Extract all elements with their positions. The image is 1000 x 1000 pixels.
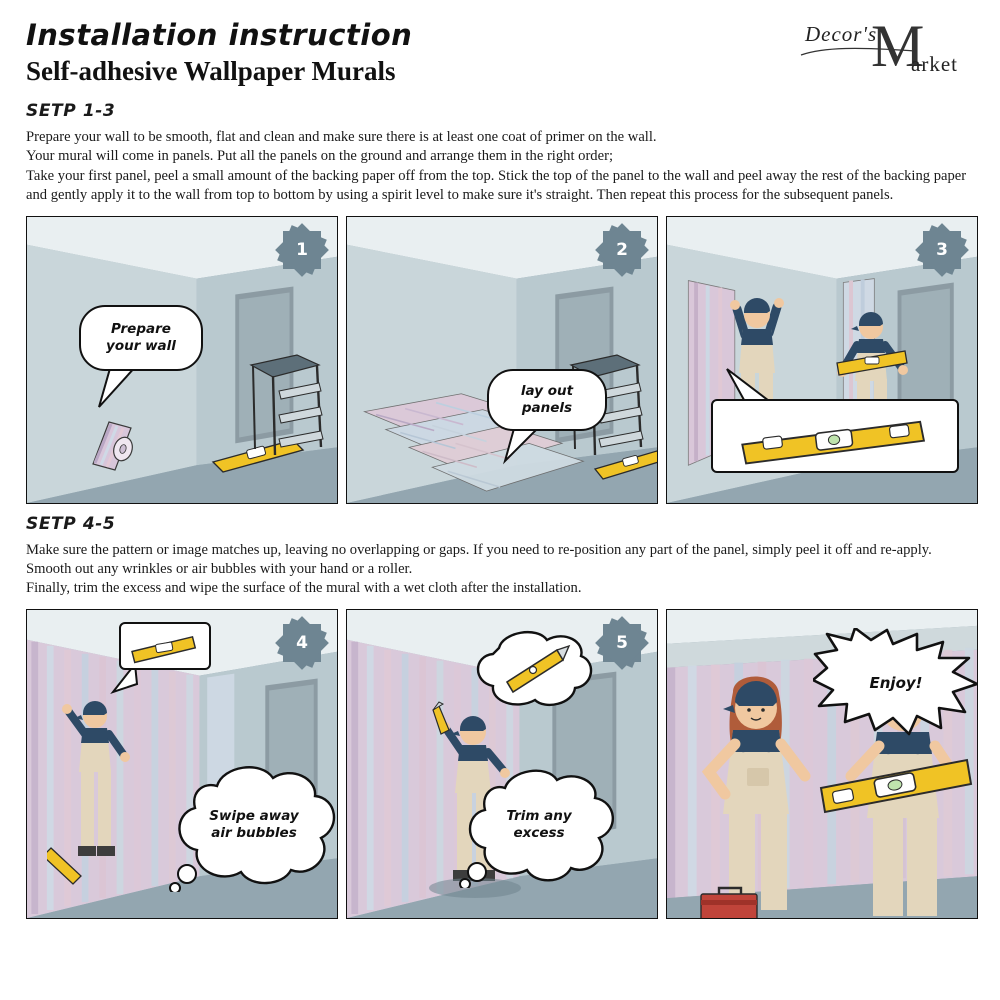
panel-2-number-badge [603,231,641,269]
panel-2-speech-bubble [487,369,607,431]
spirit-level-icon [713,401,957,471]
panel-4-speech-bubble [165,758,338,892]
panel-4-caption-line-1: Swipe away [209,807,299,824]
illustration-panel-4 [26,609,338,919]
panel-2-caption-line-2: panels [521,399,573,416]
panel-3-tool-bubble [711,399,959,473]
panel-2-number: 2 [616,239,628,260]
panel-5-number-badge [603,624,641,662]
panel-1-caption-line-2: your wall [106,337,176,354]
section-1-para-2: Your mural will come in panels. Put all the panels on the ground and arrange them in the right order; [26,148,613,165]
section-2-text [26,541,978,599]
panel-row-1 [26,216,978,504]
panel-1-speech-bubble [79,305,203,371]
section-1-para-3: Take your first panel, peel a small amount of the backing paper off from the top. Stick the top of the panel to the wall and peel away the rest of the backing paper and gently apply it to the wall from top to bottom by using a spirit level to make sure it's straight. Then repeat this process for the subsequent panels. [26,167,967,204]
illustration-panel-5 [346,609,658,919]
worker-smoothing-icon [47,680,157,910]
step-ladder-icon [235,329,335,467]
section-1-para-1: Prepare your wall to be smooth, flat and clean and make sure there is at least one coat of primer on the wall. [26,129,657,145]
section-1-heading: SETP 1-3 [26,101,116,121]
section-2-para-2: Finally, trim the excess and wipe the surface of the mural with a wet cloth after the installation. [26,580,582,597]
section-2-para-1: Make sure the pattern or image matches up, leaving no overlapping or gaps. If you need to re-position any part of the panel, simply peel it off and re-apply. Smooth out any wrinkles or air bubbles with your hand or a roller. [26,541,932,578]
panel-5-caption-line-1: Trim any [506,807,572,824]
tool-box-icon [695,878,765,919]
section-2-heading: SETP 4-5 [26,513,116,534]
panel-5-caption-line-2: excess [513,824,565,841]
brand-logo [793,14,978,86]
panel-3-number-badge [923,231,961,269]
panel-2-caption-line-1: lay out [520,382,574,399]
illustration-panel-2 [346,216,658,504]
panel-3-number: 3 [936,239,948,260]
logo-word-top: Decor's [805,22,878,46]
panel-1-number-badge [283,231,321,269]
logo-letter-m: M [871,13,925,79]
panel-5-number: 5 [616,632,628,653]
logo-swash-icon [799,45,919,61]
utility-knife-icon [465,624,599,716]
panel-1-number: 1 [296,239,308,260]
panel-4-number-badge [283,624,321,662]
illustration-panel-6 [666,609,978,919]
panel-row-2 [26,609,978,919]
illustration-panel-3 [666,216,978,504]
spirit-level-icon [591,443,658,487]
panel-4-tool-bubble [119,622,211,670]
illustration-panel-1 [26,216,338,504]
panel-4-caption-line-2: air bubbles [211,824,297,841]
section-1-text [26,128,978,206]
panel-5-speech-bubble [457,762,621,888]
panel-6-caption: Enjoy! [869,673,923,692]
footer-spacer [0,986,1000,1000]
panel-1-caption-line-1: Prepare [111,320,171,337]
logo-word-bottom: arket [911,52,958,76]
panel-4-number: 4 [296,632,308,653]
page-subtitle: Self-adhesive Wallpaper Murals [26,56,396,86]
spirit-level-icon [121,624,209,668]
wallpaper-roll-icon [79,402,157,482]
panel-5-tool-bubble [465,624,599,716]
page-title: Installation instruction [26,18,413,52]
panel-6-speech-bubble [813,628,978,738]
